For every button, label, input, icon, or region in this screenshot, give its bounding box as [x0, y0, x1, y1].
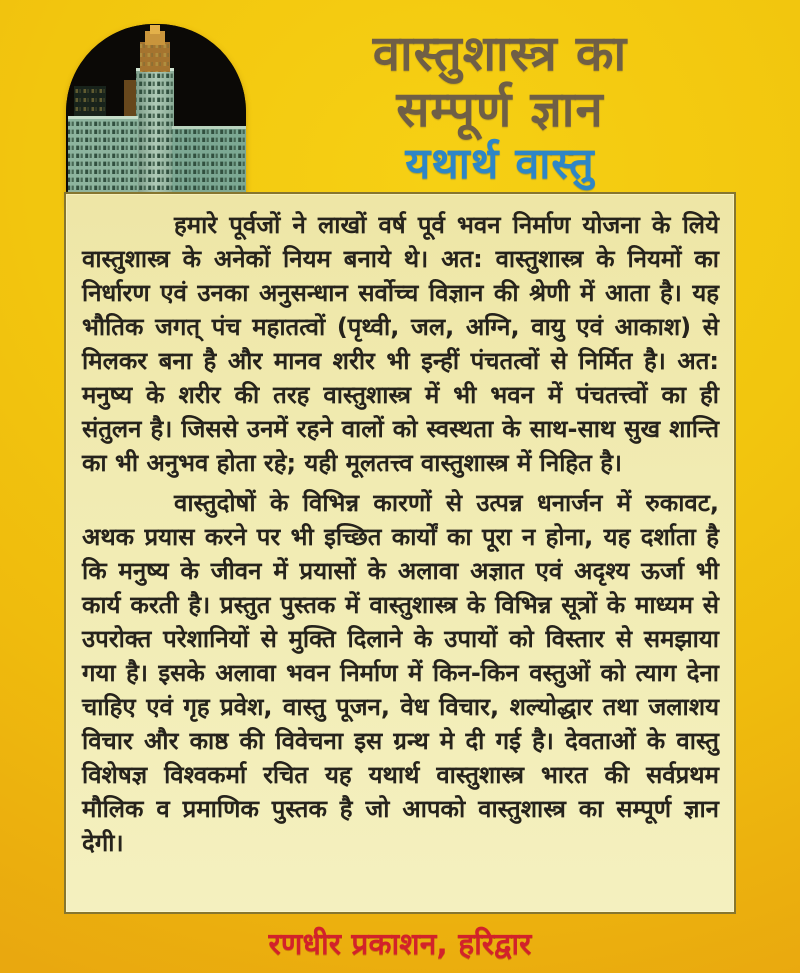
book-subtitle: यथार्थ वास्तु: [405, 139, 595, 189]
night-building-illustration: [66, 24, 246, 208]
blurb-paragraph-2: वास्तुदोषों के विभिन्न कारणों से उत्पन्न धनार्जन में रुकावट, अथक प्रयास करने पर भी इच्छित कार्यों का पूरा न होना, यह दर्शाता है कि मनुष्य के जीवन में प्रयासों के अलावा अज्ञात एवं अदृश्य ऊर्जा भी कार्य करती है। प्रस्तुत पुस्तक में वास्तुशास्त्र के विभिन्न सूत्रों के माध्यम से उपरोक्त परेशानियों से मुक्ति दिलाने के उपायों को विस्तार से समझाया गया है। इसके अलावा भवन निर्माण में किन-किन वस्तुओं को त्याग देना चाहिए एवं गृह प्रवेश, वास्तु पूजन, वेध विचार, शल्योद्धार तथा जलाशय विचार और काष्ठ की विवेचना इस ग्रन्थ मे दी गई है। देवताओं के वास्तु विशेषज्ञ विश्वकर्मा रचित यह यथार्थ वास्तुशास्त्र भारत की सर्वप्रथम मौलिक व प्रमाणिक पुस्तक है जो आपको वास्तुशास्त्र का सम्पूर्ण ज्ञान देगी।: [82, 489, 719, 857]
book-title-line-1: वास्तुशास्त्र का: [372, 25, 628, 82]
text-panel: [64, 192, 736, 914]
book-title-line-2: सम्पूर्ण ज्ञान: [396, 81, 604, 138]
publisher-line: रणधीर प्रकाशन, हरिद्वार: [268, 927, 532, 962]
title-block: [252, 26, 748, 188]
building-photo: [66, 24, 246, 208]
blurb-paragraph-1: हमारे पूर्वजों ने लाखों वर्ष पूर्व भवन निर्माण योजना के लिये वास्तुशास्त्र के अनेकों नियम बनाये थे। अत: वास्तुशास्त्र के नियमों का निर्धारण एवं उनका अनुसन्धान सर्वोच्च विज्ञान की श्रेणी में आता है। यह भौतिक जगत् पंच महातत्वों (पृथ्वी, जल, अग्नि, वायु एवं आकाश) से मिलकर बना है और मानव शरीर भी इन्हीं पंचतत्वों से निर्मित है। अत: मनुष्य के शरीर की तरह वास्तुशास्त्र में भी भवन में पंचतत्त्वों का ही संतुलन है। जिससे उनमें रहने वालों को स्वस्थता के साथ-साथ सुख शान्ति का भी अनुभव होता रहे; यही मूलतत्त्व वास्तुशास्त्र में निहित है।: [82, 211, 719, 477]
